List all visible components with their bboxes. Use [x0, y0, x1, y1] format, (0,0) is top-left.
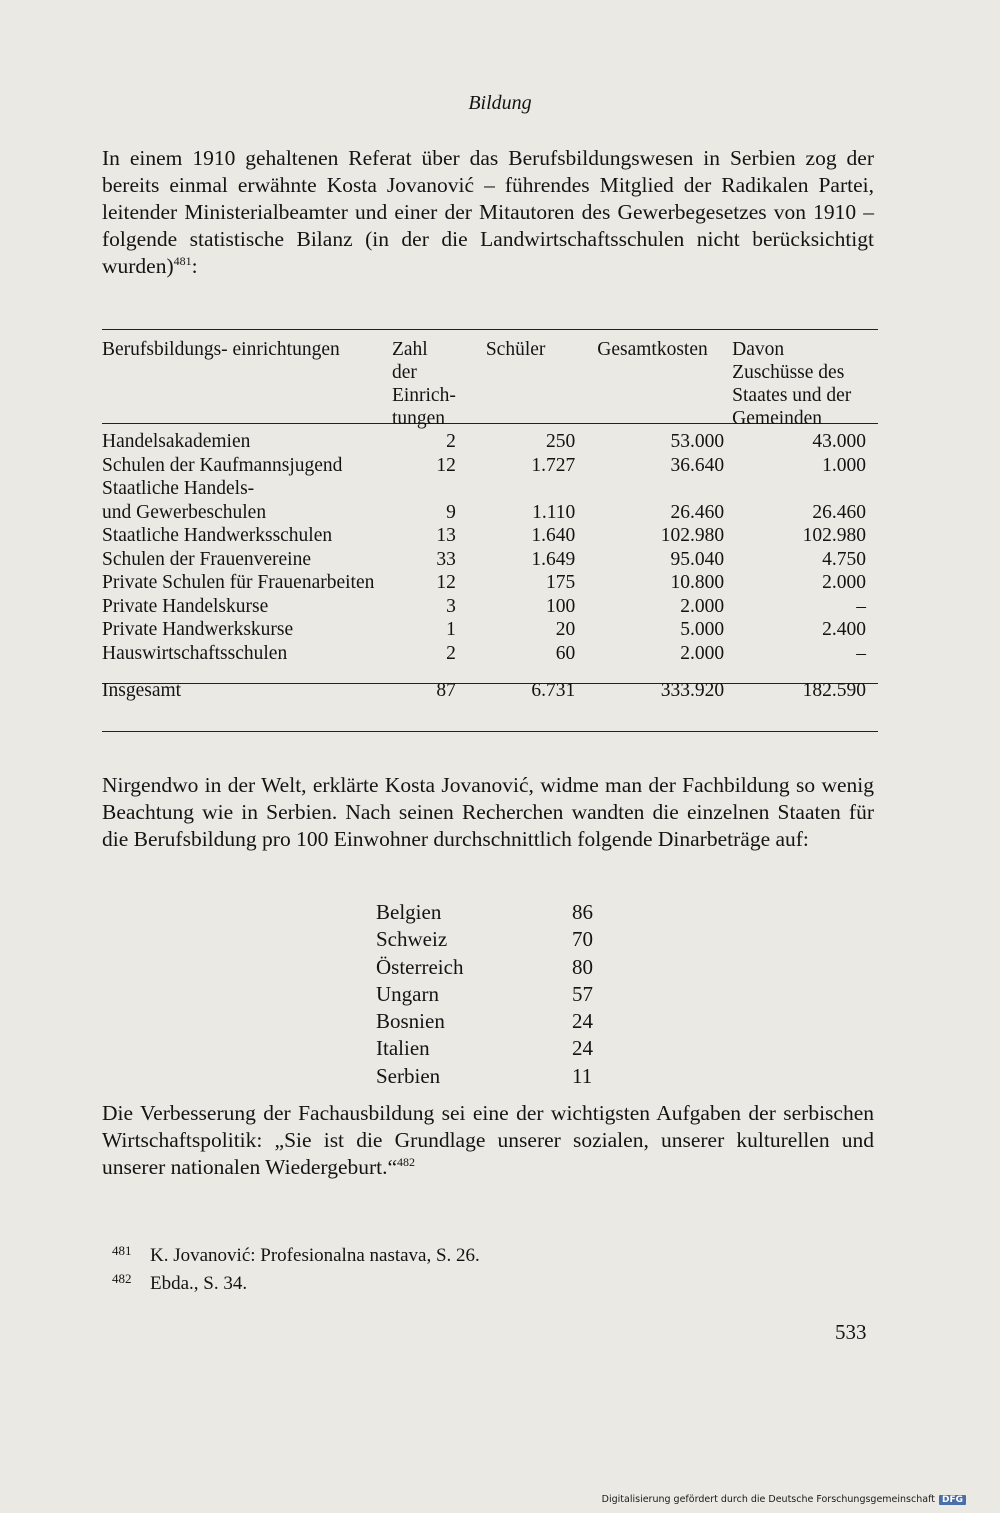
total-count: 87 — [436, 680, 456, 701]
paragraph-comparison: Nirgendwo in der Welt, erklärte Kosta Jovanović, widme man der Fachbildung so wenig Beachtung wie in Serbien. Nach seinen Recherchen wandten die einzelnen Staaten für die Berufsbildung pro 100 Einwohner durchschnittlich folgende Dinarbeträge auf: — [102, 773, 874, 851]
header-total-costs: Gesamtkosten — [597, 339, 708, 360]
cell-subsidies: 102.980 — [802, 525, 866, 546]
cell-subsidies: – — [856, 595, 866, 617]
paragraph-conclusion — [102, 1100, 874, 1181]
cell-count: 2 — [446, 642, 456, 664]
country-row — [376, 981, 612, 1008]
footnote-text: K. Jovanović: Profesionalna nastava, S. 26. — [150, 1245, 480, 1266]
country-amount: 11 — [572, 1063, 593, 1088]
cell-subsidies — [724, 477, 878, 501]
header-institutions: Berufsbildungs- einrichtungen — [102, 339, 340, 360]
cell-costs: 102.980 — [660, 525, 725, 546]
header-subsidies: Davon Zuschüsse des Staates und der Gemeinden — [732, 339, 852, 429]
table-bottom-rule — [102, 731, 878, 732]
country-row — [376, 926, 612, 953]
cell-pupils: 60 — [555, 642, 576, 664]
cell-costs: 5.000 — [680, 619, 725, 640]
cell-costs: 2.000 — [680, 595, 725, 617]
country-amount: 70 — [572, 927, 593, 952]
cell-count: 1 — [446, 619, 456, 640]
cell-subsidies: – — [856, 642, 866, 664]
total-subsidies: 182.590 — [802, 680, 866, 701]
paragraph-intro-text: In einem 1910 gehaltenen Referat über das Berufsbildungswesen in Serbien zog der bereits einmal erwähnte Kosta Jovanović – führendes Mitglied der Radikalen Partei, leitender Ministerialbeamter und einer der Mitautoren des Gewerbegesetzes von 1910 – folgende statistische Bilanz (in der die Landwirtschaftsschulen nicht berücksichtigt wurden) — [102, 146, 874, 278]
cell-costs: 36.640 — [670, 454, 725, 476]
footnote-number: 481 — [112, 1243, 132, 1258]
credit-text: Digitalisierung gefördert durch die Deutsche Forschungsgemeinschaft — [601, 1494, 935, 1505]
table-row — [102, 642, 878, 666]
cell-pupils: 20 — [555, 619, 576, 640]
country-row — [376, 1008, 612, 1035]
cell-count: 3 — [446, 595, 456, 617]
cell-subsidies: 2.000 — [822, 572, 866, 593]
table-top-rule — [102, 329, 878, 330]
table-row — [102, 454, 878, 478]
footnote-481 — [112, 1245, 480, 1267]
paragraph-conclusion-text: Die Verbesserung der Fachausbildung sei eine der wichtigsten Aufgaben der serbischen Wirtschaftspolitik: „Sie ist die Grundlage unserer sozialen, unserer kulturellen und unserer nationalen Wiedergeburt.“ — [102, 1101, 874, 1179]
table-header-row — [102, 338, 878, 430]
country-name: Serbien — [376, 1063, 441, 1088]
footnote-ref-482[interactable]: 482 — [397, 1154, 416, 1169]
cell-costs — [575, 477, 724, 501]
cell-subsidies: 4.750 — [822, 548, 866, 570]
table-row — [102, 477, 878, 501]
table-row — [102, 501, 878, 525]
country-name: Italien — [376, 1036, 430, 1061]
footnote-ref-481[interactable]: 481 — [173, 253, 192, 268]
table-row — [102, 595, 878, 619]
paragraph-intro — [102, 145, 874, 280]
cell-subsidies: 1.000 — [822, 454, 866, 476]
cell-pupils: 1.110 — [532, 501, 576, 523]
cell-costs: 10.800 — [670, 572, 725, 593]
total-pupils: 6.731 — [531, 680, 576, 701]
table-row — [102, 548, 878, 572]
cell-count: 33 — [436, 548, 456, 570]
footnote-text: Ebda., S. 34. — [150, 1273, 248, 1294]
cell-pupils: 1.640 — [531, 525, 576, 546]
paragraph-intro-end: : — [191, 254, 198, 278]
country-amount: 24 — [572, 1009, 593, 1034]
page-number: 533 — [835, 1320, 867, 1344]
footnote-482 — [112, 1273, 247, 1295]
country-amount: 86 — [572, 900, 593, 924]
cell-count: 12 — [436, 454, 456, 476]
cell-institution: Hauswirtschaftsschulen — [102, 642, 288, 664]
country-amount: 57 — [572, 981, 593, 1006]
cell-costs: 2.000 — [680, 642, 725, 664]
total-costs: 333.920 — [660, 680, 725, 701]
table-row — [102, 524, 878, 548]
country-row — [376, 899, 612, 926]
country-row — [376, 954, 612, 981]
header-count: Zahl der Einrich- tungen — [391, 339, 456, 429]
table-row — [102, 571, 878, 595]
cell-institution: Staatliche Handwerksschulen — [102, 525, 333, 546]
cell-count: 2 — [446, 431, 456, 452]
cell-pupils: 1.727 — [531, 454, 576, 476]
cell-count: 9 — [446, 501, 456, 523]
cell-institution: Schulen der Kaufmannsjugend — [102, 454, 343, 476]
cell-count: 12 — [436, 572, 456, 593]
cell-pupils: 175 — [546, 572, 576, 593]
cell-institution: Private Schulen für Frauenarbeiten — [102, 572, 375, 593]
country-amount: 24 — [572, 1036, 593, 1061]
cell-costs: 26.460 — [670, 501, 725, 523]
cell-pupils: 1.649 — [531, 548, 576, 570]
cell-costs: 53.000 — [670, 431, 725, 452]
table-row — [102, 430, 878, 454]
country-name: Bosnien — [376, 1009, 445, 1034]
total-label: Insgesamt — [102, 680, 182, 701]
cell-pupils — [458, 477, 575, 501]
cell-institution: Schulen der Frauenvereine — [102, 548, 311, 570]
cell-count: 13 — [436, 525, 456, 546]
statistics-table — [102, 338, 878, 703]
country-name: Schweiz — [376, 927, 448, 952]
running-header: Bildung — [468, 92, 532, 114]
cell-subsidies: 43.000 — [812, 431, 866, 452]
cell-subsidies: 26.460 — [812, 501, 866, 523]
digitization-credit — [602, 1494, 966, 1505]
cell-count — [384, 477, 458, 501]
cell-pupils: 250 — [546, 431, 576, 452]
cell-pupils: 100 — [546, 595, 576, 617]
country-row — [376, 1035, 612, 1062]
country-expenditure-list — [376, 899, 612, 1090]
cell-costs: 95.040 — [670, 548, 725, 570]
cell-institution: Private Handwerkskurse — [102, 619, 294, 640]
footnote-number: 482 — [112, 1271, 132, 1286]
header-pupils: Schüler — [485, 339, 546, 360]
country-name: Österreich — [376, 954, 464, 979]
cell-institution: Private Handelskurse — [102, 595, 269, 617]
cell-institution: und Gewerbeschulen — [102, 501, 267, 523]
cell-institution: Staatliche Handels- — [102, 478, 255, 499]
cell-subsidies: 2.400 — [822, 619, 866, 640]
country-name: Belgien — [376, 900, 442, 924]
country-row — [376, 1063, 612, 1090]
country-name: Ungarn — [376, 981, 439, 1006]
dfg-logo: DFG — [939, 1495, 966, 1505]
table-total-row — [102, 665, 878, 703]
cell-institution: Handelsakademien — [102, 431, 251, 452]
table-row — [102, 618, 878, 642]
country-amount: 80 — [572, 954, 593, 979]
